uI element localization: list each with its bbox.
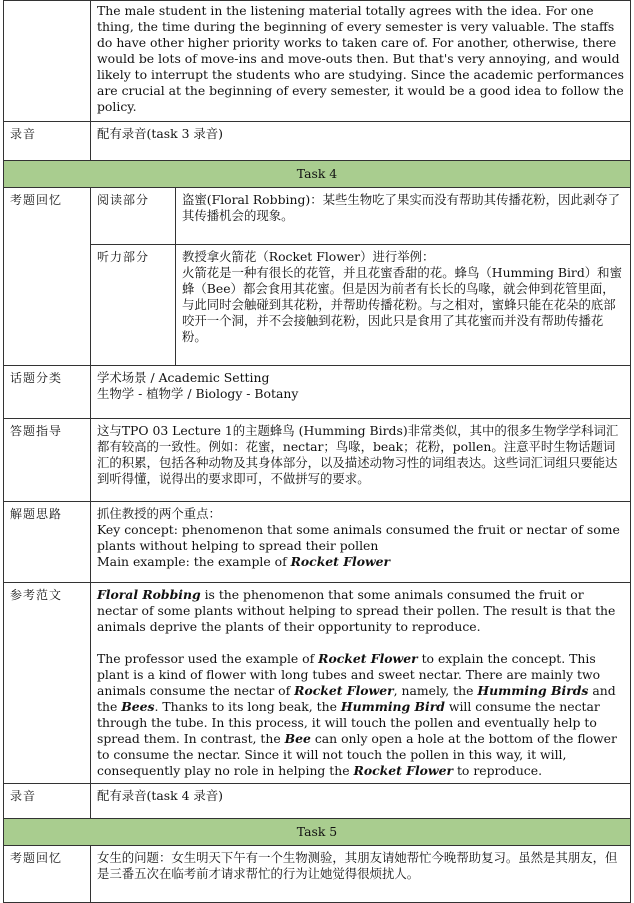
approach-2: Key concept: phenomenon that some animals consumed the fruit or nectar of some plants without helping to spread their pollen [97, 522, 624, 553]
listening-text-1: 教授拿火箭花（Rocket Flower）进行举例： [182, 249, 435, 264]
sample-paragraph-1: Floral Robbing is the phenomenon that some animals consumed the fruit or nectar of some plants without helping to spread their pollen. The result is that the animals deprive the plants of their opportunity to reproduce. [97, 587, 620, 634]
guide-text: 这与TPO 03 Lecture 1的主题蜂鸟 (Humming Birds)非常类似，其中的很多生物学学科词汇都有较高的一致性。例如：花蜜，nectar；鸟喙，beak；花粉，pollen。注意平时生物话题词汇的积累，包括各种动物及其身体部分，以及描述动物习性的词组表达。这些词汇词组只要能达到听得懂，说得出的要求即可，不做拼写的要求。 [91, 419, 631, 502]
recording-row-task3 [4, 122, 631, 161]
recording-task4: 配有录音(task 4 录音) [91, 784, 631, 819]
task5-recall-text: 女生的问题：女生明天下午有一个生物测验，其朋友请她帮忙今晚帮助复习。虽然是其朋友，但是三番五次在临考前才请求帮忙的行为让她觉得很烦扰人。 [91, 846, 631, 903]
task4-guide-row [4, 419, 631, 502]
sample-paragraph-2: The professor used the example of Rocket Flower to explain the concept. This plant is a kind of flower with long tubes and sweet nectar. There are mainly two animals consume the nectar of Rocket Flower, namely, the Humming Birds and the Bees. Thanks to its long beak, the Humming Bird will consume the nectar through the tube. In this process, it will touch the pollen and eventually help to spread them. In contrast, the Bee can only open a hole at the bottom of the flower to consume the nectar. Since it will not touch the pollen in this way, it will, consequently play no role in helping the Rocket Flower to reproduce. [97, 651, 621, 778]
task5-recall-row [4, 846, 631, 903]
task-table [3, 0, 631, 903]
listening-label: 听力部分 [91, 245, 176, 366]
recording-label: 录音 [4, 122, 91, 161]
recall-subtable [91, 188, 630, 365]
recording-task3: 配有录音(task 3 录音) [91, 122, 631, 161]
recall-label: 考题回忆 [4, 188, 91, 366]
category-label: 话题分类 [4, 366, 91, 419]
task5-header: Task 5 [4, 819, 631, 846]
recording-row-task4 [4, 784, 631, 819]
approach-3: Main example: the example of Rocket Flower [97, 554, 391, 569]
reading-text: 盗蜜(Floral Robbing)：某些生物吃了果实而没有帮助其传播花粉，因此剥夺了其传播机会的现象。 [176, 188, 631, 245]
task4-sample-row [4, 583, 631, 784]
approach-label: 解题思路 [4, 502, 91, 583]
top-row [4, 1, 631, 122]
category-1: 学术场景 / Academic Setting [97, 370, 270, 385]
category-2: 生物学 - 植物学 / Biology - Botany [97, 386, 299, 401]
approach-1: 抓住教授的两个重点： [97, 506, 221, 521]
task4-recall-row [4, 188, 631, 366]
task4-category-row [4, 366, 631, 419]
task4-approach-row [4, 502, 631, 583]
reading-label: 阅读部分 [91, 188, 176, 245]
recording-label-task4: 录音 [4, 784, 91, 819]
task5-recall-label: 考题回忆 [4, 846, 91, 903]
listening-text-2: 火箭花是一种有很长的花管，并且花蜜香甜的花。蜂鸟（Humming Bird）和蜜蜂（Bee）都会食用其花蜜。但是因为前者有长长的鸟喙，就会伸到花管里面，与此同时会触碰到其花粉，并帮助传播花粉。与之相对，蜜蜂只能在花朵的底部咬开一个洞，并不会接触到花粉，因此只是食用了其花蜜而并没有帮助传播花粉。 [182, 265, 622, 344]
guide-label: 答题指导 [4, 419, 91, 502]
task4-header: Task 4 [4, 161, 631, 188]
sample-label: 参考范文 [4, 583, 91, 784]
top-paragraph: The male student in the listening material totally agrees with the idea. For one thing, the time during the beginning of every semester is very valuable. The staffs do have other higher priority works to taken care of. For another, otherwise, there would be lots of move-ins and move-outs then. But that's very annoying, and would likely to interrupt the students who are studying. Since the academic performances are crucial at the beginning of every semester, it would be a good idea to follow the policy. [91, 1, 631, 122]
